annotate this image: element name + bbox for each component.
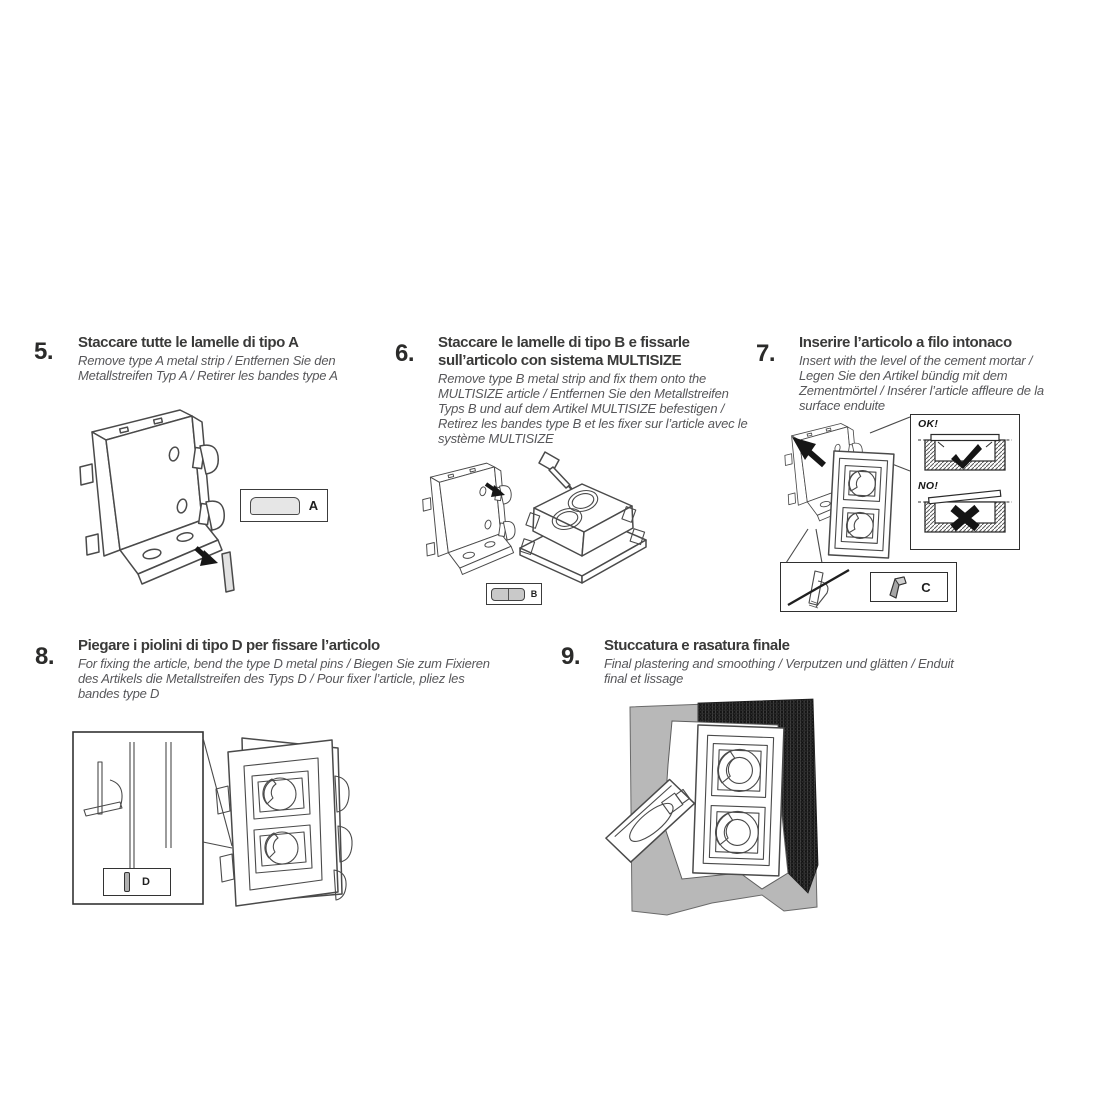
no-label: NO! — [918, 480, 939, 492]
ok-cross-section — [918, 431, 1012, 475]
step5-text — [78, 334, 378, 383]
step8-title: Piegare i piolini di tipo D per fissare l’articolo — [78, 637, 380, 654]
frame-article-figure — [216, 738, 352, 906]
step6-subtitle: Remove type B metal strip and fix them onto the MULTISIZE article / Entfernen Sie den Metallstreifen Typs B und auf dem Artikel MULTISIZE befestigen / Retirez les bandes type B et les fixer sur l’article avec le système MULTISIZE — [438, 371, 748, 446]
legend-c-box — [780, 562, 957, 612]
multisize-article-figure — [520, 484, 646, 583]
legend-a-box — [240, 489, 328, 522]
step5-title: Staccare tutte le lamelle di tipo A — [78, 334, 299, 351]
step5-subtitle: Remove type A metal strip / Entfernen Sie den Metallstreifen Typ A / Retirer les bandes type A — [78, 353, 338, 383]
step6-multisize-drawing — [420, 450, 655, 586]
step7-insert-drawing — [778, 413, 922, 571]
screwdriver-icon — [539, 452, 574, 492]
legend-c-inner-box — [870, 572, 948, 602]
strip-a-icon — [250, 497, 300, 515]
ok-no-detail-box — [910, 414, 1020, 550]
strip-b-icon — [491, 588, 525, 601]
step5-backbox-drawing — [82, 402, 242, 600]
step6-text — [438, 334, 770, 446]
clip-c-icon — [887, 574, 911, 600]
step8-subtitle: For fixing the article, bend the type D metal pins / Biegen Sie zum Fixieren des Artikels die Metallstreifen des Typs D / Pour fixer l’article, pliez les bandes type D — [78, 656, 490, 701]
legend-d-box — [103, 868, 171, 896]
no-cross-section — [918, 493, 1012, 537]
legend-d-label: D — [142, 876, 150, 888]
frame-article-figure — [829, 451, 894, 558]
frame-article-figure — [693, 725, 784, 876]
step7-text — [799, 334, 1059, 413]
legend-c-label: C — [921, 579, 931, 595]
step6-number: 6. — [395, 340, 415, 367]
step9-text — [604, 637, 984, 686]
step7-title: Inserire l’articolo a filo intonaco — [799, 334, 1012, 351]
pin-d-icon — [124, 872, 130, 892]
legend-b-box — [486, 583, 542, 605]
step7-number: 7. — [756, 340, 776, 367]
step8-number: 8. — [35, 643, 55, 670]
step7-subtitle: Insert with the level of the cement mortar / Legen Sie den Artikel bündig mit dem Zementmörtel / Insérer l’article affleure de la surface enduite — [799, 353, 1044, 413]
legend-b-label: B — [530, 589, 538, 599]
metal-backbox-small — [423, 463, 515, 574]
detached-strip-a — [222, 552, 234, 592]
step9-title: Stuccatura e rasatura finale — [604, 637, 790, 654]
step5-number: 5. — [34, 338, 54, 365]
step9-number: 9. — [561, 643, 581, 670]
ok-label: OK! — [918, 418, 939, 430]
step9-plastering-drawing — [612, 695, 857, 930]
step9-subtitle: Final plastering and smoothing / Verputzen und glätten / Enduit final et lissage — [604, 656, 954, 686]
step6-title: Staccare le lamelle di tipo B e fissarle sull’articolo con sistema MULTISIZE — [438, 334, 690, 369]
legend-a-label: A — [308, 498, 319, 513]
crossed-clip-figure — [787, 565, 851, 609]
step8-text — [78, 637, 518, 701]
